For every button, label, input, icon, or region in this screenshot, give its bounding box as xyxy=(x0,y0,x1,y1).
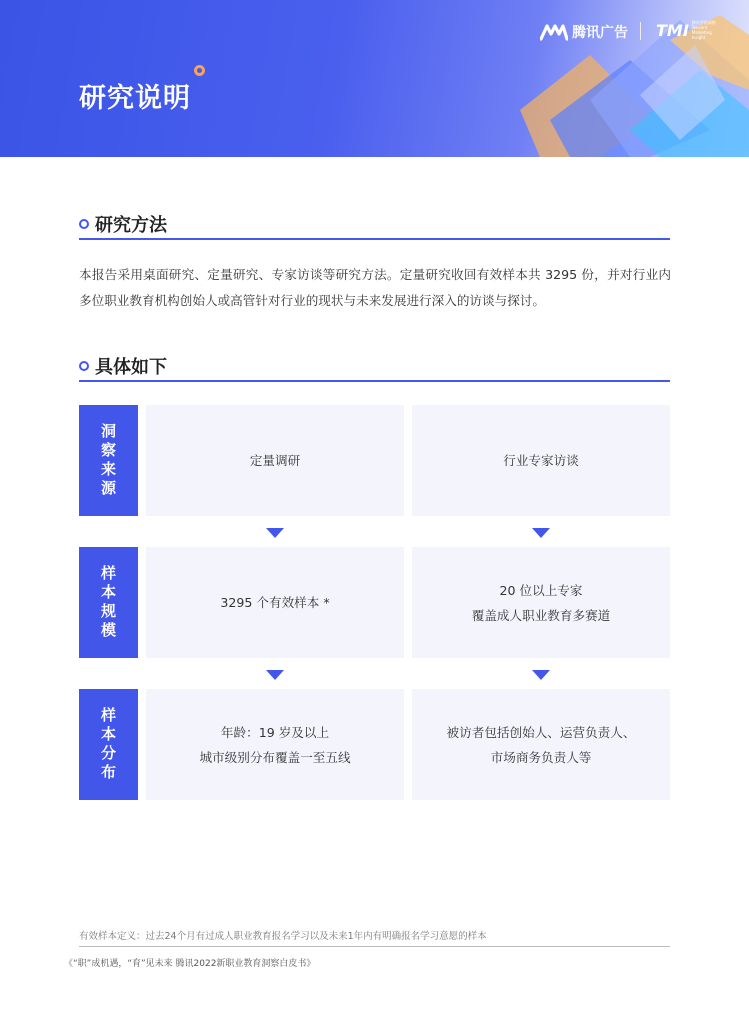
cell-scale-quant xyxy=(146,547,404,658)
cell-distribution-expert xyxy=(412,689,670,800)
cell-line: 行业专家访谈 xyxy=(503,453,579,468)
section-title-method: 研究方法 xyxy=(95,215,167,236)
footnote-definition: 有效样本定义：过去24个月有过成人职业教育报名学习以及未来1年内有明确报名学习意愿的样本 xyxy=(79,931,487,942)
cell-line: 年龄：19 岁及以上 xyxy=(220,724,330,740)
section-divider-method xyxy=(79,238,670,240)
cell-line: 3295 个有效样本 * xyxy=(220,595,330,610)
header-banner xyxy=(0,0,749,157)
down-arrow-icon xyxy=(532,528,550,538)
method-paragraph: 本报告采用桌面研究、定量研究、专家访谈等研究方法。定量研究收回有效样本共 3295 份，并对行业内多位职业教育机构创始人或高管针对行业的现状与未来发展进行深入的访谈与探讨。 xyxy=(79,267,671,308)
bullet-ring-icon xyxy=(79,361,89,371)
logo-divider xyxy=(640,22,641,40)
tmi-logo-text: TMI xyxy=(656,20,689,40)
cell-line: 20 位以上专家 xyxy=(499,582,583,598)
section-heading-method xyxy=(79,211,167,237)
tencent-ads-logo xyxy=(540,22,628,42)
section-heading-detail xyxy=(79,353,167,379)
tmi-logo-subtext: 腾讯营销洞察 Tencent Marketing Insight xyxy=(691,20,716,40)
row-label-source xyxy=(79,405,138,516)
cell-scale-expert xyxy=(412,547,670,658)
cell-line: 覆盖成人职业教育多赛道 xyxy=(471,607,611,623)
section-title-detail: 具体如下 xyxy=(95,357,167,378)
down-arrow-icon xyxy=(266,670,284,680)
cell-source-quant xyxy=(146,405,404,516)
cell-line: 被访者包括创始人、运营负责人、 xyxy=(446,724,636,740)
down-arrow-icon xyxy=(266,528,284,538)
title-dot-icon xyxy=(194,65,205,76)
row-label-text: 样本分布 xyxy=(99,706,117,783)
row-label-text: 洞察来源 xyxy=(99,422,117,499)
row-label-text: 样本规模 xyxy=(99,564,117,641)
footer-divider xyxy=(79,946,670,947)
footer-source: 《“职”成机遇，“育”见未来 腾讯2022新职业教育洞察白皮书》 xyxy=(64,959,316,969)
bullet-ring-icon xyxy=(79,219,89,229)
section-divider-detail xyxy=(79,380,670,382)
tencent-ads-logo-text: 腾讯广告 xyxy=(572,25,628,41)
page-title: 研究说明 xyxy=(79,83,191,114)
row-label-distribution xyxy=(79,689,138,800)
down-arrow-icon xyxy=(532,670,550,680)
cell-line: 城市级别分布覆盖一至五线 xyxy=(199,749,351,765)
tencent-ads-logo-icon xyxy=(540,23,568,41)
row-label-scale xyxy=(79,547,138,658)
cell-line: 市场商务负责人等 xyxy=(490,749,592,765)
cell-source-expert xyxy=(412,405,670,516)
cell-line: 定量调研 xyxy=(249,453,301,468)
tmi-logo xyxy=(656,20,716,40)
cell-distribution-quant xyxy=(146,689,404,800)
